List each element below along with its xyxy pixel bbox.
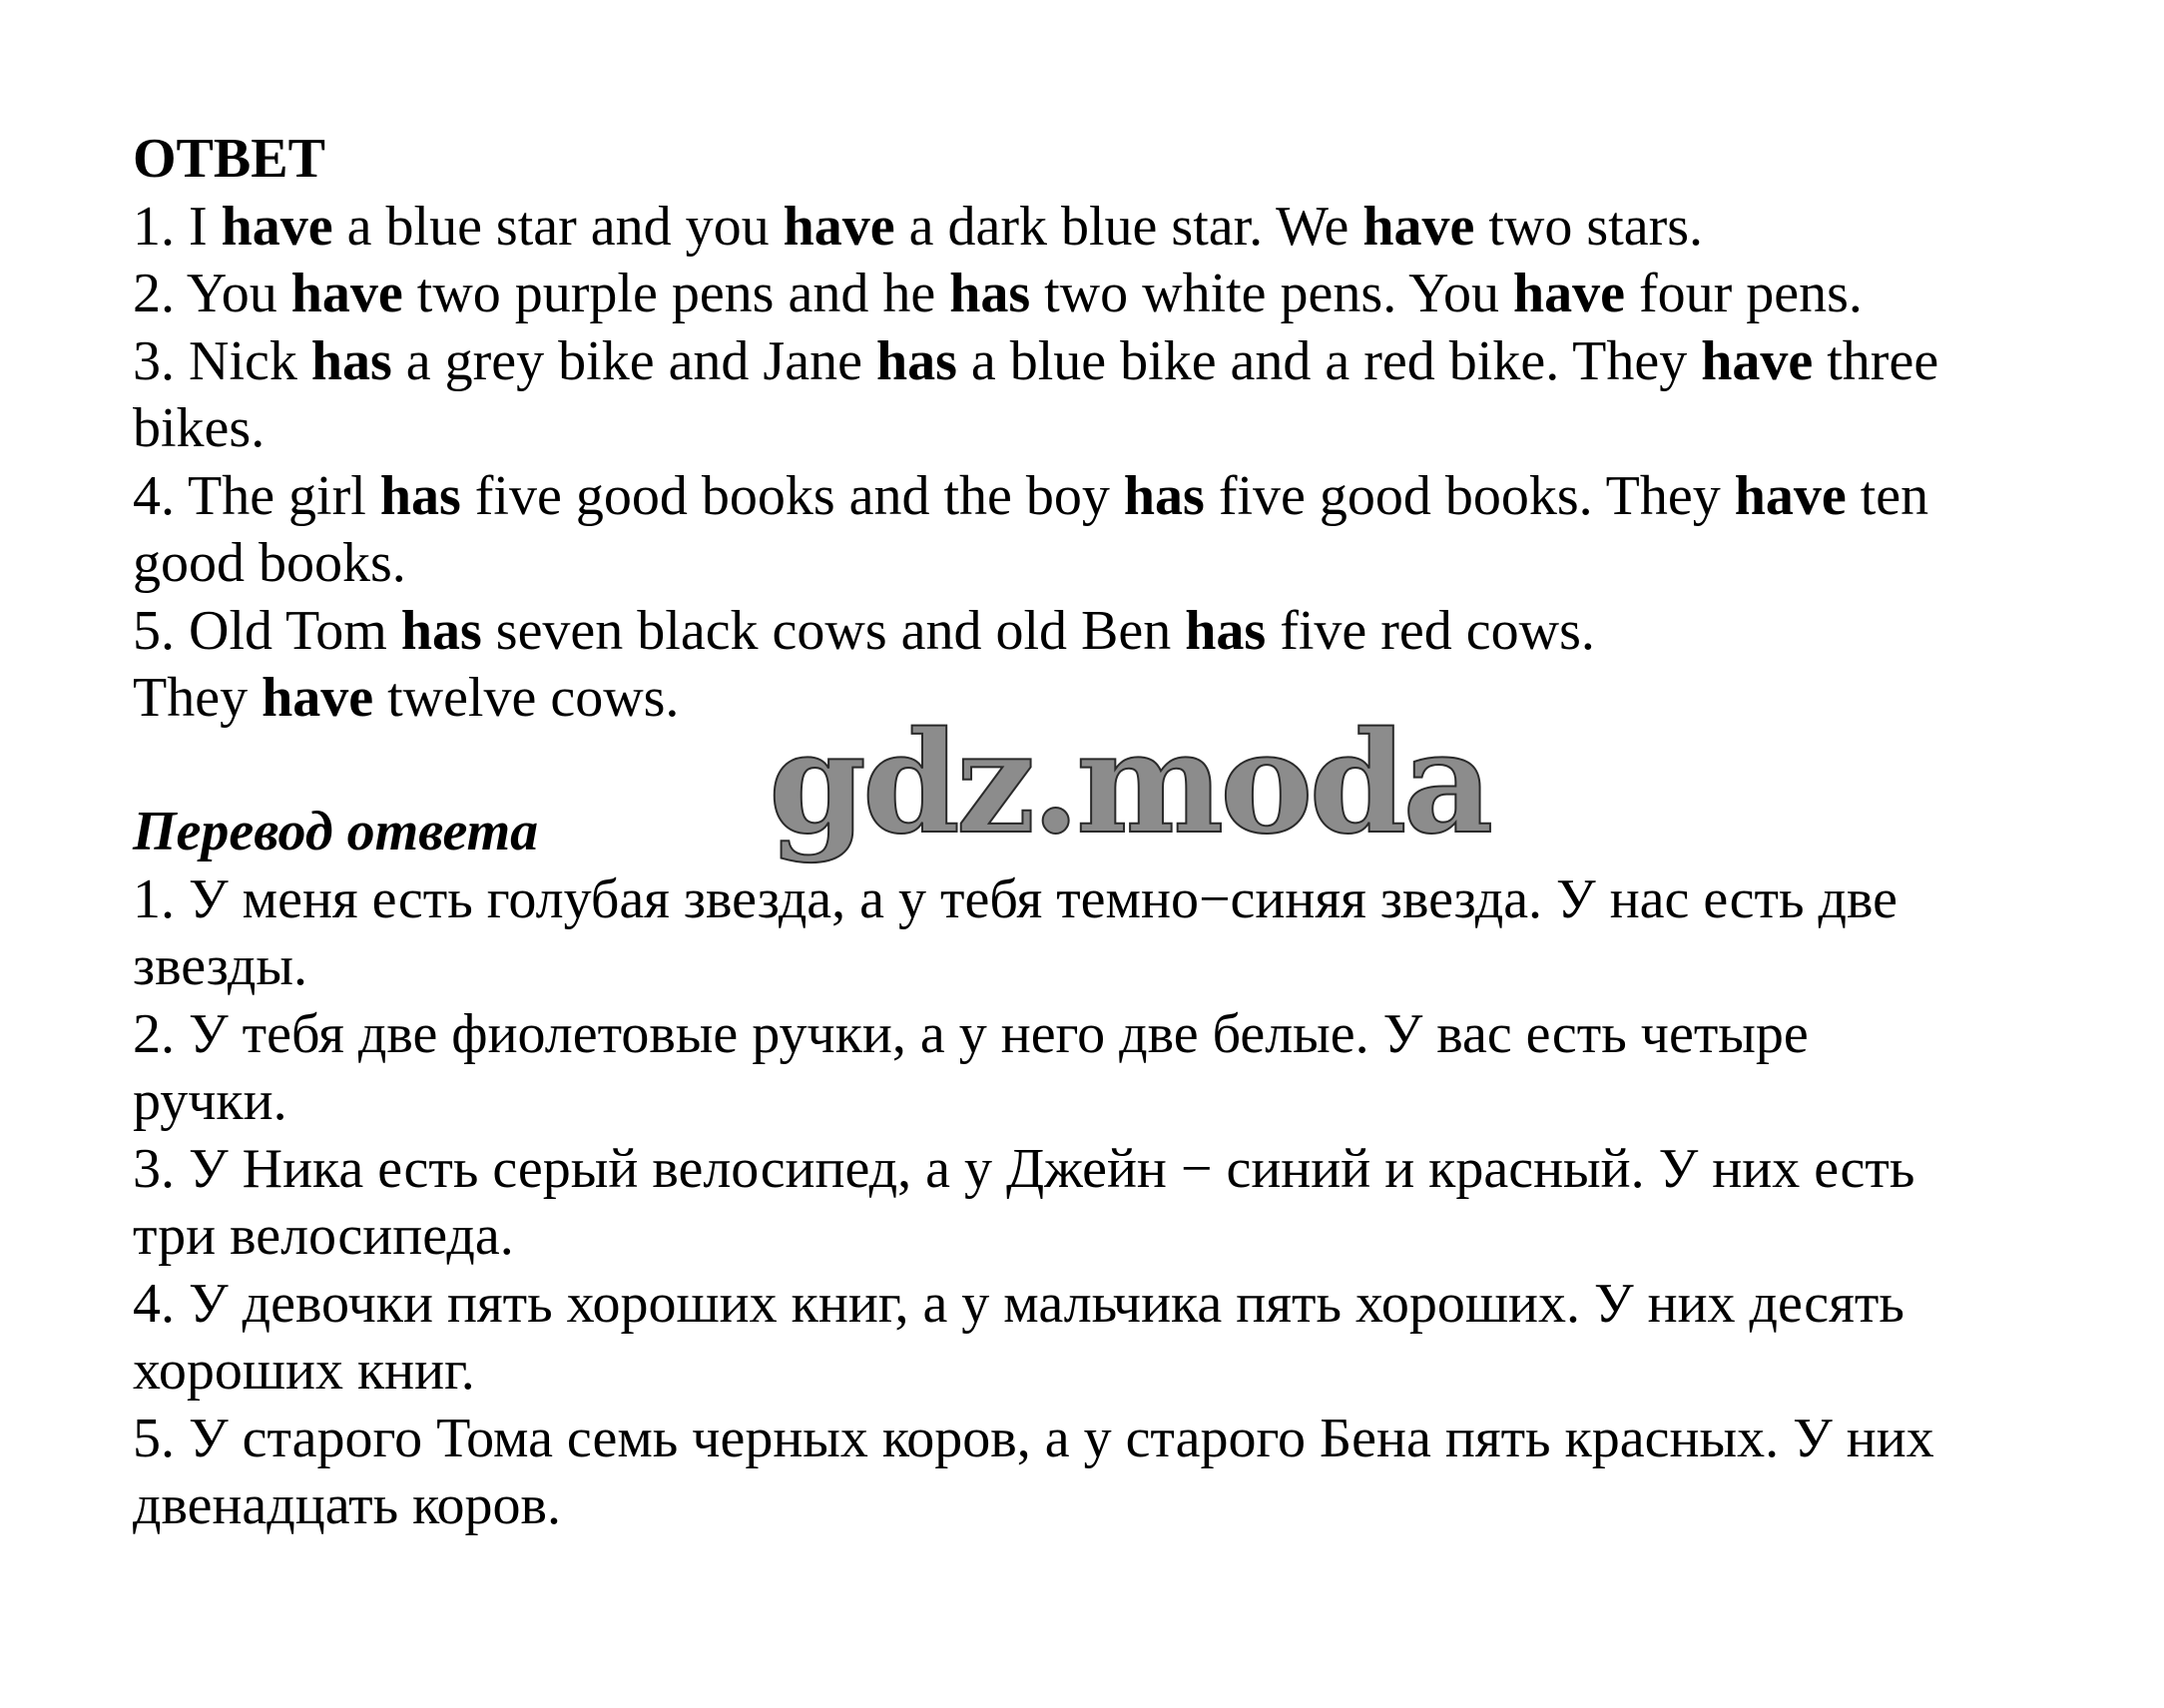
answer-verb: has [379,464,461,527]
translation-line: хороших книг. [133,1340,475,1402]
translation-section [133,799,2119,1540]
answer-verb: has [1123,464,1205,527]
answer-verb: has [310,329,392,392]
answer-verb: has [949,263,1031,324]
answer-text: They [133,667,263,729]
answer-verb: have [1362,195,1475,258]
answer-text: two stars. [1474,195,1704,258]
answer-line [133,598,2119,666]
answer-verb: have [1512,263,1625,324]
translation-heading: Перевод ответа [133,801,539,862]
answer-verb: have [262,667,374,729]
answer-line [133,328,2119,396]
answer-text: 4. The girl [133,464,380,527]
answer-line [133,463,2119,531]
answer-text: seven black cows and old Ben [481,599,1186,662]
answer-text: four pens. [1624,263,1863,324]
answer-text: 5. Old Tom [133,599,401,662]
answer-verb: has [1185,599,1267,662]
translation-line: три велосипеда. [133,1205,514,1267]
answer-text: twelve cows. [373,667,680,729]
answer-text: five red cows. [1266,599,1595,662]
answer-line [133,194,2119,262]
answer-text: 2. You [133,263,291,324]
answer-section [133,126,2119,733]
answer-text: two purple pens and he [402,263,950,324]
answer-text: a blue bike and a red bike. They [956,329,1702,392]
translation-line: двенадцать коров. [133,1474,561,1536]
answer-text: ten [1846,464,1929,527]
answer-lines [133,194,2119,733]
translation-line: 1. У меня есть голубая звезда, а у тебя темно−синяя звезда. У нас есть две [133,867,1897,930]
answer-text: a dark blue star. We [894,195,1363,258]
translation-line: 3. У Ника есть серый велосипед, а у Джейн − синий и красный. У них есть [133,1137,1915,1200]
watermark-text: gdz.moda [769,702,1490,865]
translation-line: звезды. [133,935,307,997]
answer-text: 3. Nick [133,329,311,392]
answer-text: good books. [133,532,406,594]
answer-verb: have [221,195,333,258]
answer-line [133,261,2119,328]
answer-text: 1. I [133,195,222,258]
answer-text: three [1813,329,1939,392]
answer-verb: have [783,195,895,258]
answer-line [133,530,2119,598]
answer-text: two white pens. You [1030,263,1513,324]
answer-text: five good books and the boy [460,464,1124,527]
translation-lines [133,866,2119,1540]
answer-text: five good books. They [1204,464,1735,527]
answer-verb: have [290,263,403,324]
answer-verb: have [1734,464,1847,527]
answer-line [133,395,2119,463]
answer-text: a grey bike and Jane [391,329,876,392]
answer-text: bikes. [133,397,266,459]
answer-verb: has [875,329,957,392]
answer-verb: has [400,599,482,662]
translation-line: 5. У старого Тома семь черных коров, а у старого Бена пять красных. У них [133,1407,1934,1469]
translation-line: 2. У тебя две фиолетовые ручки, а у него две белые. У вас есть четыре [133,1002,1809,1065]
translation-line: ручки. [133,1070,287,1132]
answer-verb: have [1701,329,1814,392]
answer-text: a blue star and you [332,195,784,258]
translation-line: 4. У девочки пять хороших книг, а у мальчика пять хороших. У них десять [133,1272,1904,1335]
answer-heading: ОТВЕТ [133,128,325,190]
